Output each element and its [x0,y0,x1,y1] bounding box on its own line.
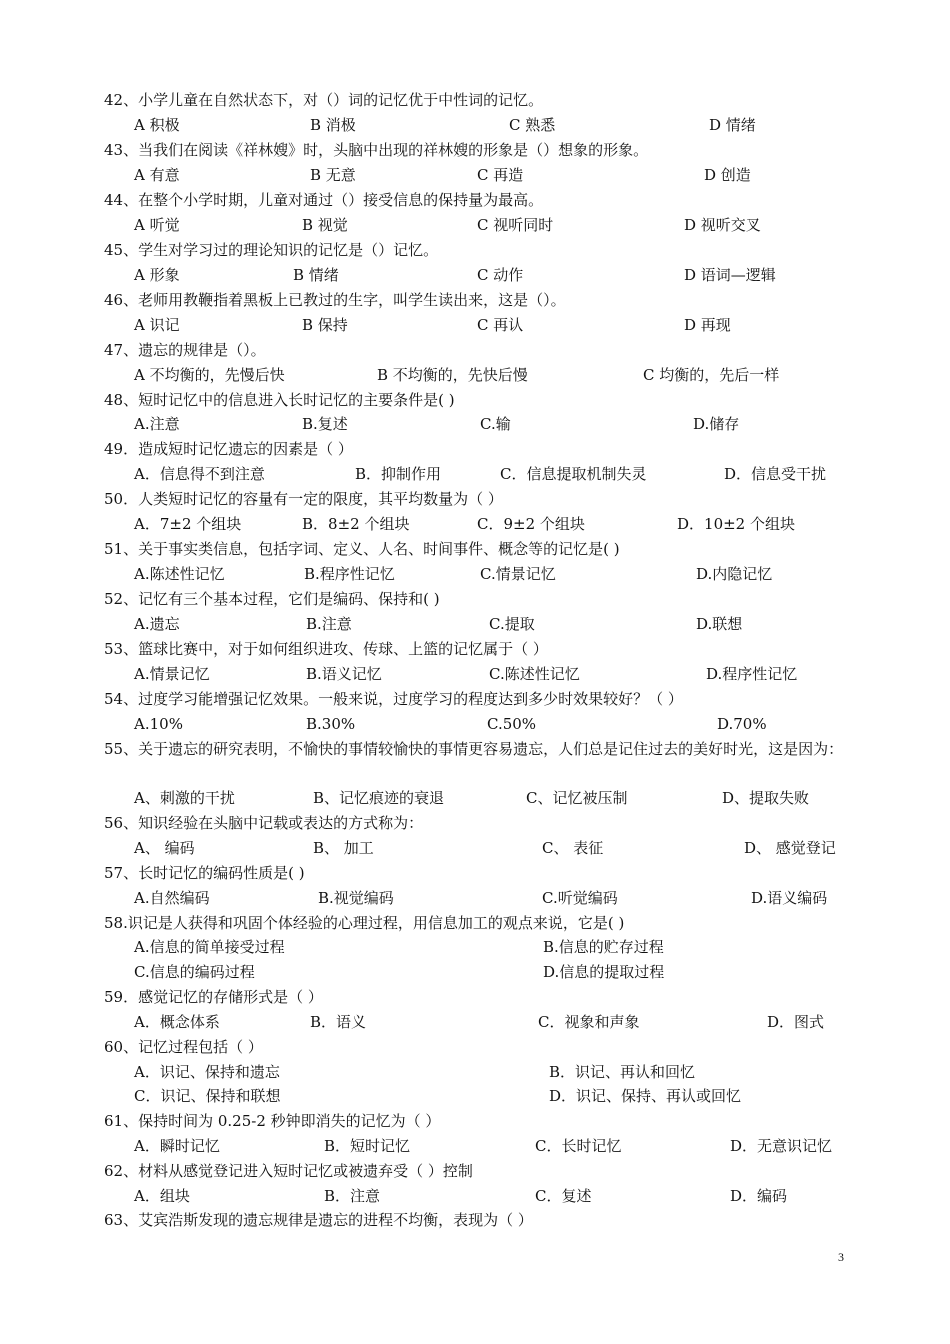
question-text: 50．人类短时记忆的容量有一定的限度，其平均数量为（ ） [104,490,503,508]
question-text: 43、当我们在阅读《祥林嫂》时，头脑中出现的祥林嫂的形象是（）想象的形象。 [104,141,649,159]
answer-option: A．瞬时记忆 [134,1137,220,1155]
answer-option: B 无意 [310,166,356,184]
question-text: 60、记忆过程包括（ ） [104,1038,263,1056]
answer-option: D．10±2 个组块 [677,515,795,533]
answer-option: B．8±2 个组块 [302,515,410,533]
answer-option: A．概念体系 [134,1013,220,1031]
question-text: 63、艾宾浩斯发现的遗忘规律是遗忘的进程不均衡，表现为（ ） [104,1211,533,1229]
answer-option: B.注意 [306,615,352,633]
answer-option: B.程序性记忆 [304,565,395,583]
answer-option: A．7±2 个组块 [134,515,242,533]
answer-option: C 视听同时 [477,216,554,234]
answer-option: D 语词—逻辑 [684,266,776,284]
answer-option: C、 表征 [542,839,604,857]
answer-option: B.视觉编码 [318,889,394,907]
answer-option: B 不均衡的，先快后慢 [377,366,528,384]
answer-option: B.语义记忆 [306,665,382,683]
answer-option: C 再认 [477,316,524,334]
question-text: 47、遗忘的规律是（）。 [104,341,266,359]
answer-option: D、 感觉登记 [744,839,836,857]
answer-option: D 再现 [684,316,731,334]
answer-option: B.信息的贮存过程 [543,938,664,956]
answer-option: B．识记、再认和回忆 [549,1063,696,1081]
question-text: 56、知识经验在头脑中记载或表达的方式称为： [104,814,424,832]
question-text: 59．感觉记忆的存储形式是（ ） [104,988,323,1006]
answer-option: D.程序性记忆 [706,665,798,683]
answer-option: D.储存 [693,415,740,433]
answer-option: C.陈述性记忆 [489,665,580,683]
answer-option: C.50% [487,715,537,733]
answer-option: B 情绪 [293,266,339,284]
answer-option: B．短时记忆 [324,1137,411,1155]
question-text: 45、学生对学习过的理论知识的记忆是（）记忆。 [104,241,439,259]
answer-option: D.联想 [696,615,743,633]
answer-option: C 再造 [477,166,524,184]
answer-option: A 积极 [134,116,180,134]
answer-option: D、提取失败 [722,789,810,807]
answer-option: A、 编码 [134,839,195,857]
answer-option: B．抑制作用 [355,465,442,483]
answer-option: D．识记、保持、再认或回忆 [549,1087,742,1105]
answer-option: D.语义编码 [751,889,828,907]
answer-option: C.提取 [489,615,535,633]
answer-option: D．编码 [730,1187,788,1205]
answer-option: C．信息提取机制失灵 [500,465,647,483]
answer-option: B．语义 [310,1013,367,1031]
answer-option: B 消极 [310,116,356,134]
question-text: 53、篮球比赛中，对于如何组织进攻、传球、上篮的记忆属于（ ） [104,640,548,658]
answer-option: B.复述 [302,415,348,433]
question-text: 57、长时记忆的编码性质是( ) [104,864,305,882]
answer-option: C．9±2 个组块 [477,515,585,533]
answer-option: A 识记 [134,316,180,334]
answer-option: C．长时记忆 [535,1137,622,1155]
answer-option: C．复述 [535,1187,592,1205]
question-text: 46、老师用教鞭指着黑板上已教过的生字，叫学生读出来，这是（）。 [104,291,566,309]
answer-option: A.情景记忆 [134,665,210,683]
answer-option: D．信息受干扰 [724,465,827,483]
answer-option: B.30% [306,715,356,733]
answer-option: B、 加工 [313,839,374,857]
question-text: 52、记忆有三个基本过程，它们是编码、保持和( ) [104,590,440,608]
answer-option: A.注意 [134,415,180,433]
answer-option: A 有意 [134,166,180,184]
answer-option: A.信息的简单接受过程 [134,938,285,956]
answer-option: D．无意识记忆 [730,1137,833,1155]
answer-option: C．识记、保持和联想 [134,1087,281,1105]
answer-option: C．视象和声象 [538,1013,640,1031]
answer-option: A．识记、保持和遗忘 [134,1063,280,1081]
answer-option: A.陈述性记忆 [134,565,225,583]
answer-option: A.遗忘 [134,615,180,633]
answer-option: A 形象 [134,266,180,284]
answer-option: D．图式 [767,1013,825,1031]
question-text: 42、小学儿童在自然状态下，对（）词的记忆优于中性词的记忆。 [104,91,544,109]
question-text: 54、过度学习能增强记忆效果。一般来说，过度学习的程度达到多少时效果较好？（ ） [104,690,683,708]
question-text: 61、保持时间为 0.25-2 秒钟即消失的记忆为（ ） [104,1112,441,1130]
answer-option: D 视听交叉 [684,216,761,234]
answer-option: D 创造 [704,166,751,184]
answer-option: C.听觉编码 [542,889,618,907]
question-text: 44、在整个小学时期，儿童对通过（）接受信息的保持量为最高。 [104,191,544,209]
answer-option: C、记忆被压制 [526,789,628,807]
answer-option: B．注意 [324,1187,381,1205]
page-number: 3 [838,1250,844,1264]
question-text: 62、材料从感觉登记进入短时记忆或被遗弃受（ ）控制 [104,1162,473,1180]
answer-option: D.信息的提取过程 [543,963,665,981]
answer-option: C 均衡的，先后一样 [643,366,780,384]
answer-option: D.内隐记忆 [696,565,773,583]
question-text: 51、关于事实类信息，包括字词、定义、人名、时间事件、概念等的记忆是( ) [104,540,620,558]
answer-option: A.10% [134,715,183,733]
question-text: 49．造成短时记忆遗忘的因素是（ ） [104,440,353,458]
answer-option: B 视觉 [302,216,348,234]
answer-option: C.情景记忆 [480,565,556,583]
answer-option: D 情绪 [709,116,756,134]
question-text: 48、短时记忆中的信息进入长时记忆的主要条件是( ) [104,391,455,409]
answer-option: C 熟悉 [509,116,556,134]
answer-option: D.70% [717,715,767,733]
question-text: 58.识记是人获得和巩固个体经验的心理过程，用信息加工的观点来说，它是( ) [104,914,625,932]
answer-option: A、刺激的干扰 [134,789,235,807]
answer-option: A 听觉 [134,216,180,234]
answer-option: A.自然编码 [134,889,210,907]
answer-option: C.信息的编码过程 [134,963,255,981]
answer-option: C.输 [480,415,511,433]
answer-option: A．组块 [134,1187,190,1205]
answer-option: C 动作 [477,266,524,284]
answer-option: B 保持 [302,316,348,334]
answer-option: A 不均衡的，先慢后快 [134,366,285,384]
question-text: 55、关于遗忘的研究表明，不愉快的事情较愉快的事情更容易遗忘，人们总是记住过去的美好时光，这是因为： [104,740,844,758]
answer-option: B、记忆痕迹的衰退 [313,789,445,807]
answer-option: A．信息得不到注意 [134,465,265,483]
